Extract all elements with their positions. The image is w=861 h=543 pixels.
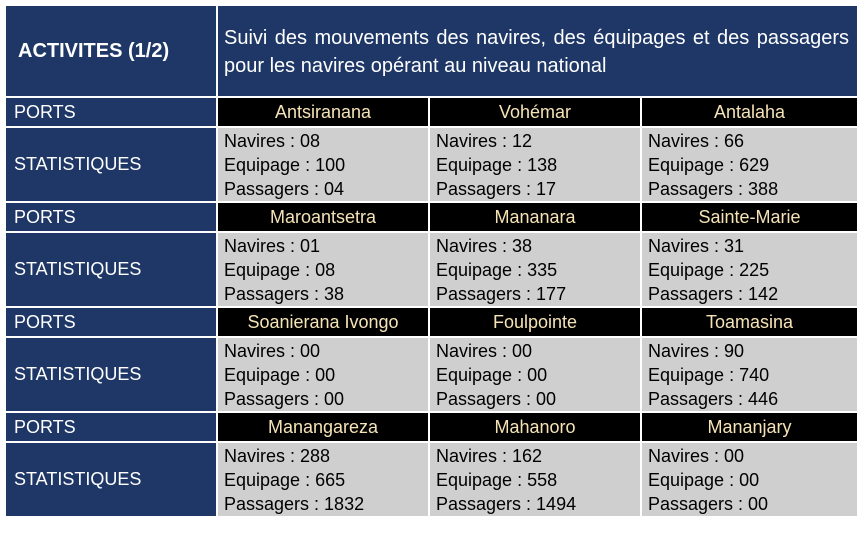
statistiques-label: STATISTIQUES (6, 233, 216, 306)
ports-label: PORTS (6, 308, 216, 336)
port-name: Vohémar (430, 98, 640, 126)
equipage-stat: Equipage : 558 (436, 470, 558, 490)
navires-stat: Navires : 288 (224, 446, 331, 466)
slide-title: ACTIVITES (1/2) (6, 6, 216, 96)
port-stats (642, 338, 857, 411)
port-stats (430, 443, 640, 516)
equipage-stat: Equipage : 740 (648, 365, 770, 385)
statistiques-label: STATISTIQUES (6, 128, 216, 201)
navires-stat: Navires : 66 (648, 131, 745, 151)
port-name: Soanierana Ivongo (218, 308, 428, 336)
port-stats (430, 233, 640, 306)
navires-stat: Navires : 90 (648, 341, 745, 361)
port-name: Sainte-Marie (642, 203, 857, 231)
navires-stat: Navires : 31 (648, 236, 745, 256)
equipage-stat: Equipage : 08 (224, 260, 336, 280)
ports-row (6, 413, 857, 441)
slide-description: Suivi des mouvements des navires, des équipages et des passagers pour les navires opérant au niveau national (218, 6, 857, 96)
port-name: Toamasina (642, 308, 857, 336)
activites-table (4, 4, 859, 518)
port-stats (218, 338, 428, 411)
navires-stat: Navires : 01 (224, 236, 321, 256)
equipage-stat: Equipage : 00 (436, 365, 548, 385)
equipage-stat: Equipage : 335 (436, 260, 558, 280)
passagers-stat: Passagers : 1494 (436, 494, 577, 514)
navires-stat: Navires : 162 (436, 446, 543, 466)
ports-row (6, 98, 857, 126)
equipage-stat: Equipage : 225 (648, 260, 770, 280)
navires-stat: Navires : 00 (436, 341, 533, 361)
passagers-stat: Passagers : 00 (224, 389, 345, 409)
port-stats (218, 128, 428, 201)
port-stats (218, 443, 428, 516)
port-name: Foulpointe (430, 308, 640, 336)
passagers-stat: Passagers : 142 (648, 284, 779, 304)
ports-row (6, 203, 857, 231)
passagers-stat: Passagers : 388 (648, 179, 779, 199)
port-name: Mananjary (642, 413, 857, 441)
ports-row (6, 308, 857, 336)
equipage-stat: Equipage : 00 (648, 470, 760, 490)
port-name: Manangareza (218, 413, 428, 441)
statistiques-row (6, 443, 857, 516)
header-row (6, 6, 857, 96)
port-name: Antalaha (642, 98, 857, 126)
ports-label: PORTS (6, 98, 216, 126)
port-name: Mananara (430, 203, 640, 231)
equipage-stat: Equipage : 138 (436, 155, 558, 175)
passagers-stat: Passagers : 177 (436, 284, 567, 304)
navires-stat: Navires : 38 (436, 236, 533, 256)
navires-stat: Navires : 12 (436, 131, 533, 151)
ports-label: PORTS (6, 413, 216, 441)
statistiques-label: STATISTIQUES (6, 443, 216, 516)
statistiques-row (6, 233, 857, 306)
navires-stat: Navires : 00 (224, 341, 321, 361)
equipage-stat: Equipage : 100 (224, 155, 346, 175)
port-stats (430, 128, 640, 201)
statistiques-label: STATISTIQUES (6, 338, 216, 411)
equipage-stat: Equipage : 629 (648, 155, 770, 175)
activites-slide (4, 4, 857, 518)
passagers-stat: Passagers : 00 (436, 389, 557, 409)
statistiques-row (6, 338, 857, 411)
port-name: Maroantsetra (218, 203, 428, 231)
port-stats (218, 233, 428, 306)
equipage-stat: Equipage : 00 (224, 365, 336, 385)
passagers-stat: Passagers : 04 (224, 179, 345, 199)
port-stats (642, 128, 857, 201)
navires-stat: Navires : 08 (224, 131, 321, 151)
ports-label: PORTS (6, 203, 216, 231)
navires-stat: Navires : 00 (648, 446, 745, 466)
port-stats (642, 443, 857, 516)
equipage-stat: Equipage : 665 (224, 470, 346, 490)
passagers-stat: Passagers : 17 (436, 179, 557, 199)
port-stats (642, 233, 857, 306)
port-name: Antsiranana (218, 98, 428, 126)
port-stats (430, 338, 640, 411)
passagers-stat: Passagers : 1832 (224, 494, 365, 514)
passagers-stat: Passagers : 00 (648, 494, 769, 514)
passagers-stat: Passagers : 446 (648, 389, 779, 409)
statistiques-row (6, 128, 857, 201)
passagers-stat: Passagers : 38 (224, 284, 345, 304)
port-name: Mahanoro (430, 413, 640, 441)
